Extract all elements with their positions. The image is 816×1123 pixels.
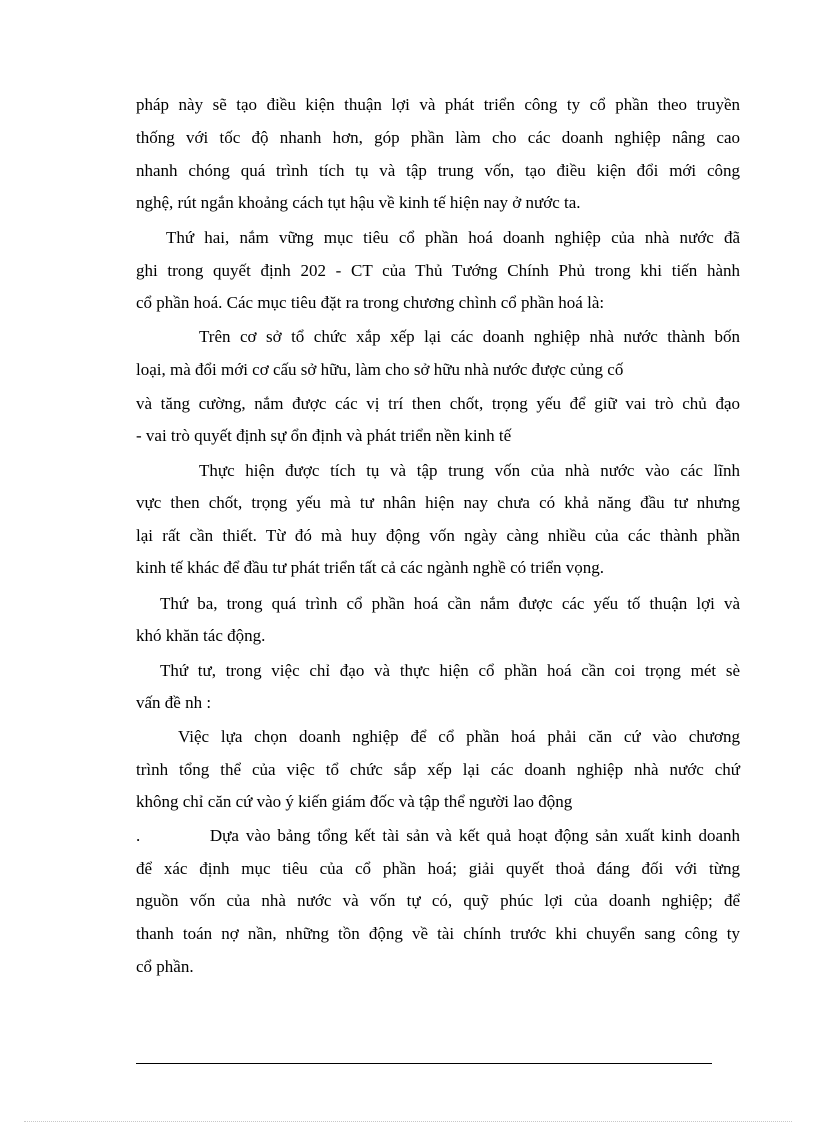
- paragraph-5-line-2: khó khăn tác động.: [136, 626, 266, 645]
- paragraph-3-line-1: Trên cơ sở tổ chức xắp xếp lại các doanh nghiệp nhà nước thành bốn: [199, 327, 740, 346]
- paragraph-7-line-2: trình tổng thể của việc tổ chức sắp xếp lại các doanh nghiệp nhà nước chứ: [136, 760, 740, 779]
- paragraph-8-line-2: để xác định mục tiêu của cổ phần hoá; giải quyết thoả đáng đối với từng: [136, 859, 740, 878]
- paragraph-1-line-1: pháp này sẽ tạo điều kiện thuận lợi và phát triển công ty cổ phần theo truyền: [136, 95, 740, 114]
- paragraph-4-line-3: lại rất cần thiết. Từ đó mà huy động vốn ngày càng nhiều của các thành phần: [136, 526, 740, 545]
- paragraph-3-line-4: - vai trò quyết định sự ổn định và phát triển nền kinh tế: [136, 426, 512, 445]
- paragraph-1-line-4: nghệ, rút ngắn khoảng cách tụt hậu về kinh tế hiện nay ở nước ta.: [136, 193, 581, 212]
- paragraph-2-line-1: Thứ hai, nắm vững mục tiêu cổ phần hoá doanh nghiệp của nhà nước đã: [166, 228, 740, 247]
- paragraph-6-line-2: vấn đề nh :: [136, 693, 212, 712]
- footer-rule: [136, 1063, 712, 1064]
- paragraph-4-line-4: kinh tế khác để đầu tư phát triển tất cả các ngành nghề có triển vọng.: [136, 558, 605, 577]
- paragraph-1-line-3: nhanh chóng quá trình tích tụ và tập trung vốn, tạo điều kiện đổi mới công: [136, 161, 740, 180]
- paragraph-4-line-2: vực then chốt, trọng yếu mà tư nhân hiện nay chưa có khả năng đầu tư nhưng: [136, 493, 740, 512]
- paragraph-7-line-1: Việc lựa chọn doanh nghiệp để cổ phần hoá phải căn cứ vào chương: [178, 727, 740, 746]
- paragraph-6-line-1: Thứ tư, trong việc chỉ đạo và thực hiện cổ phần hoá cần coi trọng mét sè: [160, 661, 740, 680]
- paragraph-7-line-3: không chỉ căn cứ vào ý kiến giám đốc và tập thể người lao động: [136, 792, 573, 811]
- paragraph-4-line-1: Thực hiện được tích tụ và tập trung vốn của nhà nước vào các lĩnh: [199, 461, 740, 480]
- page-bottom-edge: [24, 1121, 792, 1122]
- paragraph-8-line-3: nguồn vốn của nhà nước và vốn tự có, quỹ phúc lợi của doanh nghiệp; để: [136, 891, 740, 910]
- paragraph-5-line-1: Thứ ba, trong quá trình cổ phần hoá cần nắm được các yếu tố thuận lợi và: [160, 594, 740, 613]
- paragraph-2-line-3: cổ phần hoá. Các mục tiêu đặt ra trong chương chình cổ phần hoá là:: [136, 293, 605, 312]
- paragraph-8-line-1: . Dựa vào bảng tổng kết tài sản và kết quả hoạt động sản xuất kinh doanh: [136, 826, 740, 845]
- paragraph-3-line-3: và tăng cường, nắm được các vị trí then chốt, trọng yếu để giữ vai trò chủ đạo: [136, 394, 740, 413]
- paragraph-2-line-2: ghi trong quyết định 202 - CT của Thủ Tướng Chính Phủ trong khi tiến hành: [136, 261, 740, 280]
- paragraph-8-line-5: cổ phần.: [136, 957, 194, 976]
- paragraph-3-line-2: loại, mà đổi mới cơ cấu sở hữu, làm cho sở hữu nhà nước được củng cố: [136, 360, 624, 379]
- paragraph-8-line-4: thanh toán nợ nần, những tồn động về tài chính trước khi chuyển sang công ty: [136, 924, 740, 943]
- paragraph-1-line-2: thống với tốc độ nhanh hơn, góp phần làm cho các doanh nghiệp nâng cao: [136, 128, 740, 147]
